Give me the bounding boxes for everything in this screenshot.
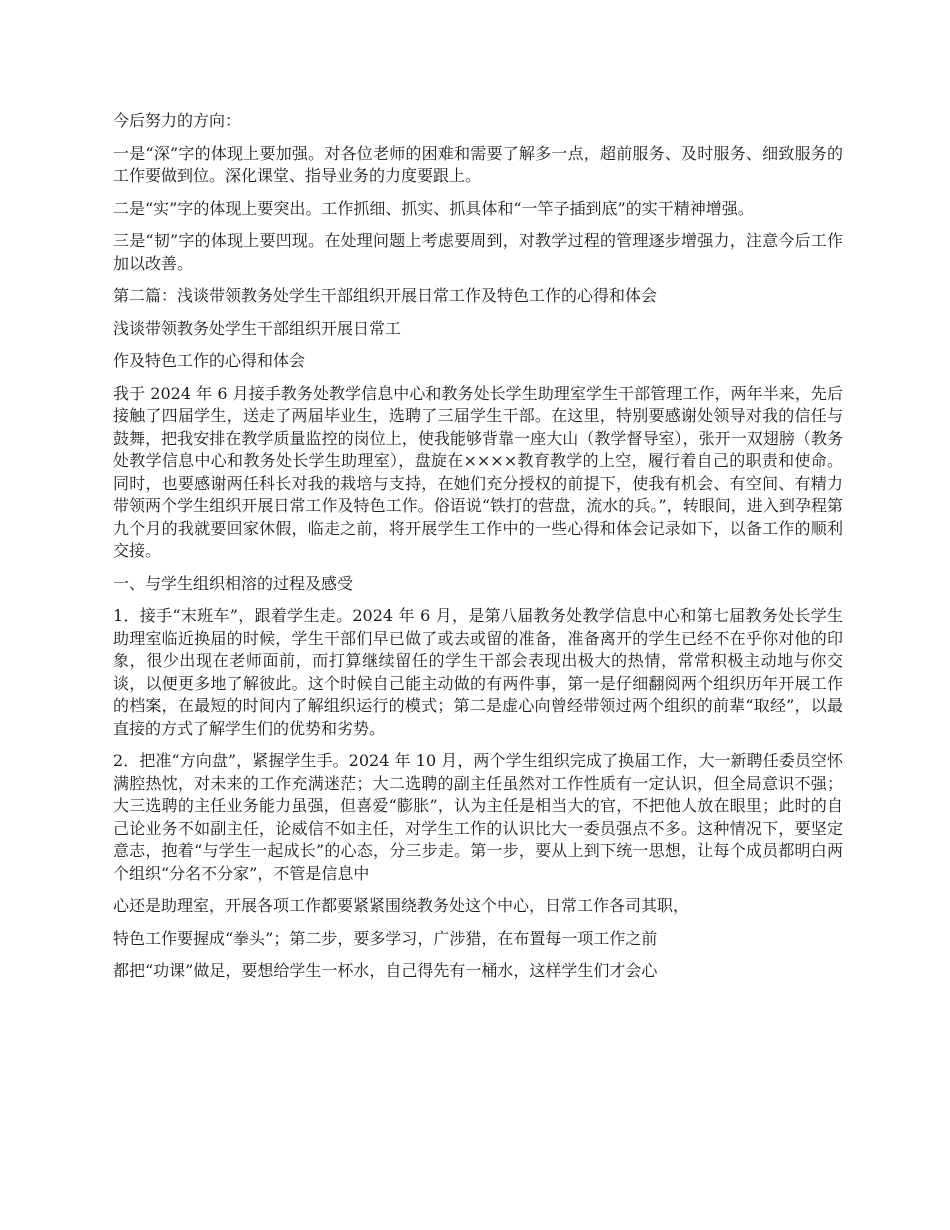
paragraph-continuation-1: 心还是助理室，开展各项工作都要紧紧围绕教务处这个中心，日常工作各司其职， <box>113 896 690 915</box>
paragraph-item-1: 1．接手“末班车”，跟着学生走。2024 年 6 月，是第八届教务处教学信息中心和第七届教务处长学生助理室临近换届的时候，学生干部们早已做了或去或留的准备，准备离开的学生已经不在乎你对他的印象，很少出现在老师面前，而打算继续留任的学生干部会表现出极大的热情，常常积极主动地与你交谈，以便更多地了解彼此。这个时候自己能主动做的有两件事，第一是仔细翻阅两个组织历年开展工作的档案，在最短的时间内了解组织运行的模式；第二是虚心向曾经带领过两个组织的前辈“取经”，以最直接的方式了解学生们的优势和劣势。 <box>113 606 843 738</box>
section-title-second-article: 第二篇：浅谈带领教务处学生干部组织开展日常工作及特色工作的心得和体会 <box>113 286 658 305</box>
paragraph-introduction: 我于 2024 年 6 月接手教务处教学信息中心和教务处长学生助理室学生干部管理工作，两年半来，先后接触了四届学生，送走了两届毕业生，选聘了三届学生干部。在这里，特别要感谢处领导对我的信任与鼓舞，把我安排在教学质量监控的岗位上，使我能够背靠一座大山（教学督导室），张开一双翅膀（教务处教学信息中心和教务处长学生助理室），盘旋在××××教育教学的上空，履行着自己的职责和使命。同时，也要感谢两任科长对我的栽培与支持，在她们充分授权的前提下，使我有机会、有空间、有精力带领两个学生组织开展日常工作及特色工作。俗语说“铁打的营盘，流水的兵。”，转眼间，进入到孕程第九个月的我就要回家休假，临走之前，将开展学生工作中的一些心得和体会记录如下，以备工作的顺利交接。 <box>113 383 843 560</box>
paragraph-continuation-2: 特色工作要握成“拳头”；第二步，要多学习，广涉猎，在布置每一项工作之前 <box>113 928 658 948</box>
article-title-line-1: 浅谈带领教务处学生干部组织开展日常工 <box>113 318 402 338</box>
heading-future-direction: 今后努力的方向： <box>113 111 242 130</box>
paragraph-point-three: 三是“韧”字的体现上要凹现。在处理问题上考虑要周到，对教学过程的管理逐步增强力，注意今后工作加以改善。 <box>113 231 843 273</box>
document-page <box>113 110 843 993</box>
section-heading-1: 一、与学生组织相溶的过程及感受 <box>113 573 354 593</box>
paragraph-item-2: 2．把准“方向盘”，紧握学生手。2024 年 10 月，两个学生组织完成了换届工作，大一新聘任委员空怀满腔热忱，对未来的工作充满迷茫；大二选聘的副主任虽然对工作性质有一定认识，但全局意识不强；大三选聘的主任业务能力虽强，但喜爱“膨胀”，认为主任是相当大的官，不把他人放在眼里；此时的自己论业务不如副主任，论威信不如主任，对学生工作的认识比大一委员强点不多。这种情况下，要坚定意志，抱着“与学生一起成长”的心态，分三步走。第一步，要从上到下统一思想，让每个成员都明白两个组织“分名不分家”，不管是信息中 <box>113 751 843 883</box>
paragraph-continuation-3: 都把“功课”做足，要想给学生一杯水，自己得先有一桶水，这样学生们才会心 <box>113 961 658 980</box>
paragraph-point-one: 一是“深”字的体现上要加强。对各位老师的困难和需要了解多一点，超前服务、及时服务、细致服务的工作要做到位。深化课堂、指导业务的力度要跟上。 <box>113 143 843 185</box>
article-title-line-2: 作及特色工作的心得和体会 <box>113 351 306 370</box>
paragraph-point-two: 二是“实”字的体现上要突出。工作抓细、抓实、抓具体和“一竿子插到底”的实干精神增强。 <box>113 198 754 218</box>
